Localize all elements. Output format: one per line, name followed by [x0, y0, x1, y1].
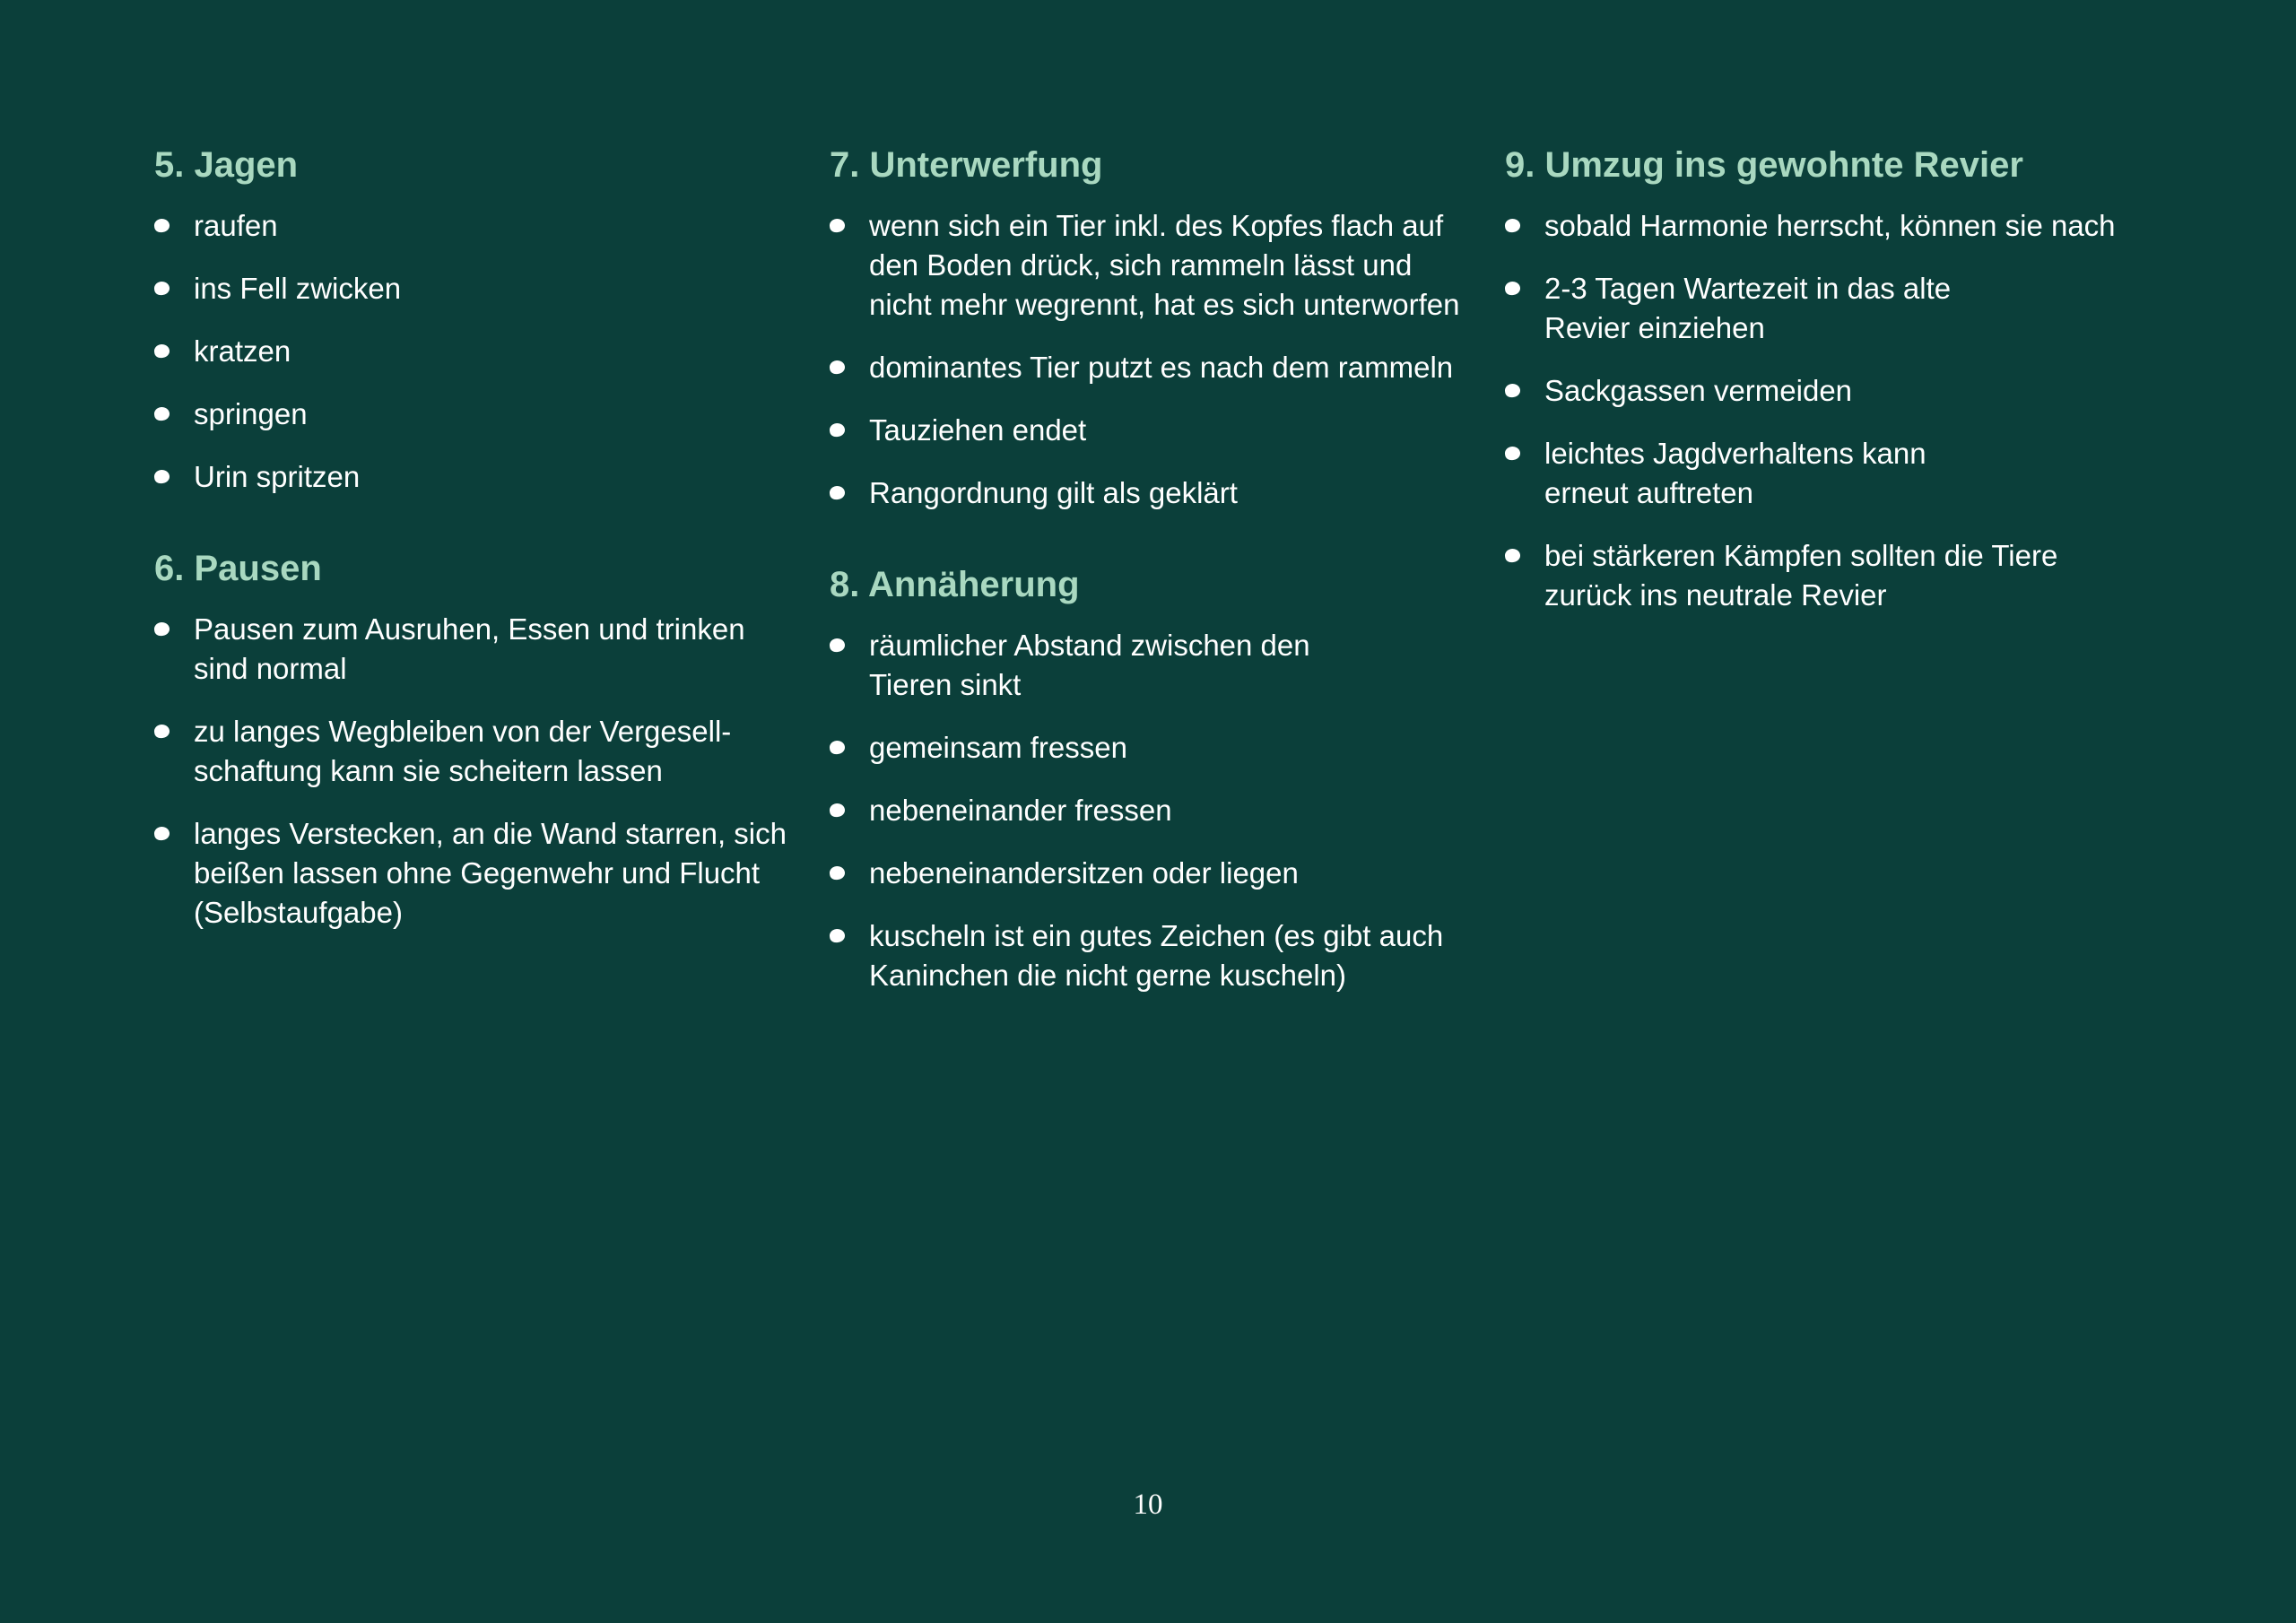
column-right: [1505, 143, 2151, 665]
list-item: kratzen: [154, 332, 800, 371]
bullet-icon: [829, 360, 846, 375]
bullet-icon: [829, 740, 846, 755]
list-item: 2-3 Tagen Wartezeit in das alte Revier einziehen: [1505, 269, 2011, 348]
column-left: [154, 143, 800, 983]
bullet-icon: [153, 724, 170, 739]
bullet-icon: [829, 485, 846, 500]
section-jagen: [154, 143, 800, 497]
section-title: 6. Pausen: [154, 549, 322, 588]
list-item: Sackgassen vermeiden: [1505, 371, 2151, 411]
bullet-icon: [153, 218, 170, 233]
list-item: nebeneinander fressen: [830, 791, 1475, 830]
bullet-icon: [1504, 383, 1521, 398]
list-item: dominantes Tier putzt es nach dem rammeln: [830, 348, 1515, 387]
bullet-icon: [829, 422, 846, 438]
list-item: bei stärkeren Kämpfen sollten die Tiere zurück ins neutrale Revier: [1505, 536, 2118, 615]
bullet-list: [830, 626, 1475, 995]
section-title: 7. Unterwerfung: [830, 145, 1103, 185]
list-item: sobald Harmonie herrscht, können sie nach: [1505, 206, 2190, 246]
column-middle: [830, 143, 1475, 1046]
bullet-list: [830, 206, 1475, 513]
section-umzug: [1505, 143, 2151, 615]
bullet-list: [1505, 206, 2151, 615]
bullet-icon: [829, 865, 846, 881]
section-title: 8. Annäherung: [830, 565, 1080, 604]
bullet-icon: [1504, 446, 1521, 461]
list-item: gemeinsam fressen: [830, 728, 1475, 768]
list-item: langes Verstecken, an die Wand starren, sich beißen lassen ohne Gegenwehr und Flucht (Selbstaufgabe): [154, 814, 822, 933]
list-item: nebeneinandersitzen oder liegen: [830, 854, 1475, 893]
list-item: Tauziehen endet: [830, 411, 1475, 450]
list-item: Rangordnung gilt als geklärt: [830, 473, 1475, 513]
list-item: Urin spritzen: [154, 457, 800, 497]
list-item: leichtes Jagdverhaltens kann erneut auftreten: [1505, 434, 2011, 513]
list-item: Pausen zum Ausruhen, Essen und trinken sind normal: [154, 610, 768, 689]
bullet-icon: [153, 621, 170, 637]
list-item: ins Fell zwicken: [154, 269, 800, 308]
bullet-icon: [829, 218, 846, 233]
bullet-icon: [1504, 281, 1521, 296]
bullet-list: [154, 610, 800, 933]
bullet-icon: [1504, 218, 1521, 233]
page-number: 10: [1133, 1488, 1163, 1521]
bullet-icon: [829, 928, 846, 943]
bullet-icon: [153, 469, 170, 484]
section-unterwerfung: [830, 143, 1475, 513]
list-item: wenn sich ein Tier inkl. des Kopfes flach auf den Boden drück, sich rammeln lässt und nicht mehr wegrennt, hat es sich unterworfen: [830, 206, 1479, 325]
list-item: kuscheln ist ein gutes Zeichen (es gibt auch Kaninchen die nicht gerne kuscheln): [830, 916, 1497, 995]
bullet-icon: [153, 343, 170, 359]
bullet-icon: [153, 281, 170, 296]
list-item: räumlicher Abstand zwischen den Tieren sinkt: [830, 626, 1371, 705]
list-item: springen: [154, 395, 800, 434]
bullet-icon: [153, 406, 170, 421]
section-title: 9. Umzug ins gewohnte Revier: [1505, 145, 2023, 185]
bullet-icon: [153, 826, 170, 841]
section-title: 5. Jagen: [154, 145, 299, 185]
bullet-list: [154, 206, 800, 497]
list-item: zu langes Wegbleiben von der Vergesell-schaftung kann sie scheitern lassen: [154, 712, 768, 791]
bullet-icon: [1504, 548, 1521, 563]
section-pausen: [154, 547, 800, 933]
section-annaeherung: [830, 563, 1475, 995]
bullet-icon: [829, 803, 846, 818]
list-item: raufen: [154, 206, 800, 246]
bullet-icon: [829, 638, 846, 653]
